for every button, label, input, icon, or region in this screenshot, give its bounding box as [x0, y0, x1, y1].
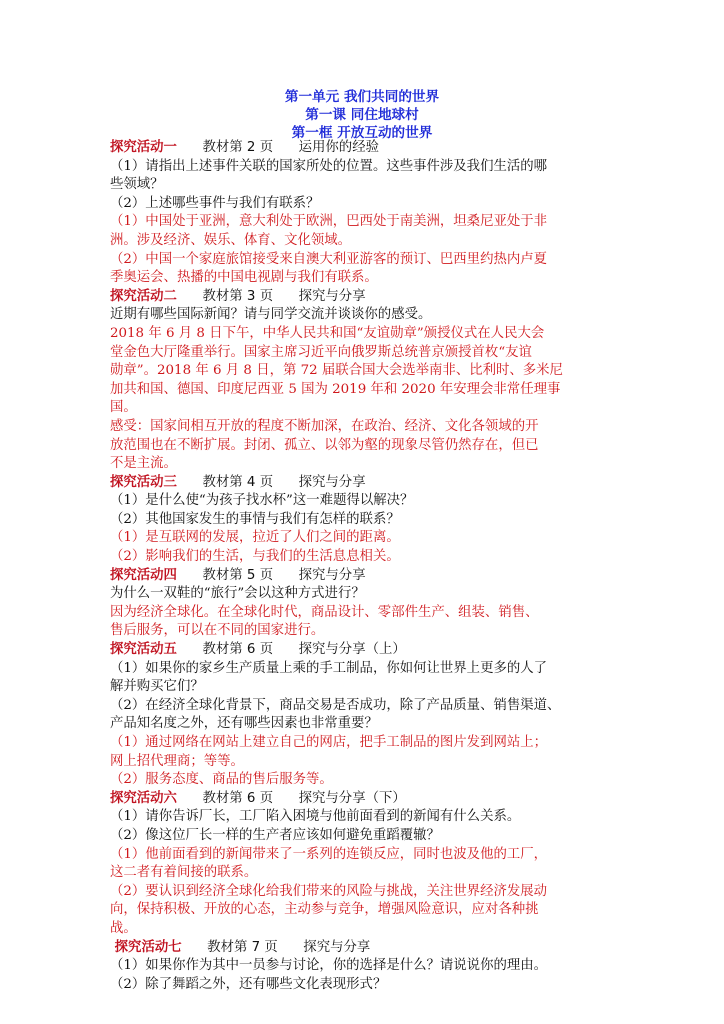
activity-meta: 教材第 6 页 探究与分享（下） — [176, 790, 406, 806]
question-line: 些领域？ — [110, 177, 164, 193]
activity-block — [110, 288, 622, 474]
activity-block — [110, 139, 622, 288]
question-line: 为什么一双鞋的“旅行”会以这种方式进行？ — [110, 586, 365, 602]
answer-line: （1）是互联网的发展，拉近了人们之间的距离。 — [110, 530, 400, 546]
answer-line: 售后服务，可以在不同的国家进行。 — [110, 623, 325, 639]
activity-meta: 教材第 5 页 探究与分享 — [176, 567, 366, 583]
answer-line: 感受：国家间相互开放的程度不断加深，在政治、经济、文化各领域的开 — [110, 418, 539, 434]
activity-label: 探究活动二 — [110, 288, 177, 304]
activity-block — [110, 790, 622, 939]
answer-line: （2）要认识到经济全球化给我们带来的风险与挑战，关注世界经济发展动 — [110, 883, 548, 899]
question-line: （1）请指出上述事件关联的国家所处的位置。这些事件涉及我们生活的哪 — [110, 158, 548, 174]
activity-block — [110, 567, 622, 641]
activity-meta: 教材第 6 页 探究与分享（上） — [176, 642, 406, 658]
activity-label: 探究活动六 — [110, 790, 177, 806]
activity-meta: 教材第 4 页 探究与分享 — [176, 474, 366, 490]
question-line: （1）如果你的家乡生产质量上乘的手工制品，你如何让世界上更多的人了 — [110, 660, 548, 676]
activity-heading — [110, 939, 622, 958]
activity-heading — [110, 641, 622, 660]
question-line: （1）请你告诉厂长，工厂陷入困境与他前面看到的新闻有什么关系。 — [110, 809, 521, 825]
activity-meta: 教材第 7 页 探究与分享 — [181, 939, 371, 955]
answer-line: 堂金色大厅隆重举行。国家主席习近平向俄罗斯总统普京颁授首枚“友谊 — [110, 344, 532, 360]
question-line: （2）上述哪些事件与我们有联系？ — [110, 195, 320, 211]
activity-block — [110, 641, 622, 790]
answer-line: 不是主流。 — [110, 456, 177, 472]
activity-meta: 教材第 3 页 探究与分享 — [176, 288, 366, 304]
activity-heading — [110, 567, 622, 586]
activity-heading — [110, 790, 622, 809]
activity-label: 探究活动四 — [110, 567, 177, 583]
activity-list — [110, 139, 622, 994]
question-line: （2）像这位厂长一样的生产者应该如何避免重蹈覆辙？ — [110, 827, 440, 843]
activity-meta: 教材第 2 页 运用你的经验 — [176, 140, 379, 155]
answer-line: （1）中国处于亚洲，意大利处于欧洲，巴西处于南美洲，坦桑尼亚处于非 — [110, 214, 548, 230]
answer-line: （2）中国一个家庭旅馆接受来自澳大利亚游客的预订、巴西里约热内卢夏 — [110, 251, 548, 267]
answer-line: 这二者有着间接的联系。 — [110, 865, 258, 881]
answer-line: 向，保持积极、开放的心态，主动参与竞争，增强风险意识，应对各种挑 — [110, 902, 539, 918]
answer-line: 战。 — [110, 920, 137, 936]
answer-line: 放范围也在不断扩展。封闭、孤立、以邻为壑的现象尽管仍然存在，但已 — [110, 437, 539, 453]
answer-line: 网上招代理商；等等。 — [110, 753, 244, 769]
question-line: （1）是什么使“为孩子找水杯”这一难题得以解决？ — [110, 493, 414, 509]
activity-heading — [110, 139, 622, 158]
lesson-title: 第一课 同住地球村 — [305, 107, 419, 123]
activity-heading — [110, 474, 622, 493]
question-line: （2）在经济全球化背景下，商品交易是否成功，除了产品质量、销售渠道、 — [110, 697, 561, 713]
activity-label: 探究活动三 — [110, 474, 177, 490]
answer-line: （2）影响我们的生活，与我们的生活息息相关。 — [110, 549, 400, 565]
section-title: 第一框 开放互动的世界 — [291, 125, 433, 141]
title-block — [0, 88, 724, 142]
answer-line: 国。 — [110, 400, 137, 416]
answer-line: 2018 年 6 月 8 日下午，中华人民共和国“友谊勋章”颁授仪式在人民大会 — [110, 325, 545, 341]
answer-line: 季奥运会、热播的中国电视剧与我们有联系。 — [110, 270, 378, 286]
activity-block — [110, 474, 622, 567]
answer-line: 因为经济全球化。在全球化时代，商品设计、零部件生产、组装、销售、 — [110, 604, 539, 620]
answer-line: （1）他前面看到的新闻带来了一系列的连锁反应，同时也波及他的工厂， — [110, 846, 548, 862]
activity-block — [110, 939, 622, 995]
question-line: 解并购买它们？ — [110, 679, 204, 695]
answer-line: 勋章”。2018 年 6 月 8 日，第 72 届联合国大会选举南非、比利时、多米尼 — [110, 363, 563, 379]
unit-title: 第一单元 我们共同的世界 — [284, 89, 440, 105]
answer-line: （1）通过网络在网站上建立自己的网店，把手工制品的图片发到网站上； — [110, 735, 548, 750]
answer-line: （2）服务态度、商品的售后服务等。 — [110, 772, 333, 788]
question-line: （2）除了舞蹈之外，还有哪些文化表现形式？ — [110, 976, 387, 992]
answer-line: 洲。涉及经济、娱乐、体育、文化领域。 — [110, 232, 352, 248]
activity-label: 探究活动五 — [110, 642, 177, 658]
question-line: （2）其他国家发生的事情与我们有怎样的联系？ — [110, 511, 400, 527]
activity-heading — [110, 288, 622, 307]
question-line: 近期有哪些国际新闻？请与同学交流并谈谈你的感受。 — [110, 307, 432, 323]
question-line: （1）如果你作为其中一员参与讨论，你的选择是什么？请说说你的理由。 — [110, 958, 548, 974]
activity-label: 探究活动一 — [110, 140, 177, 155]
answer-line: 加共和国、德国、印度尼西亚 5 国为 2019 年和 2020 年安理会非常任理事 — [110, 381, 561, 397]
activity-label: 探究活动七 — [110, 939, 182, 955]
question-line: 产品知名度之外，还有哪些因素也非常重要？ — [110, 716, 378, 732]
